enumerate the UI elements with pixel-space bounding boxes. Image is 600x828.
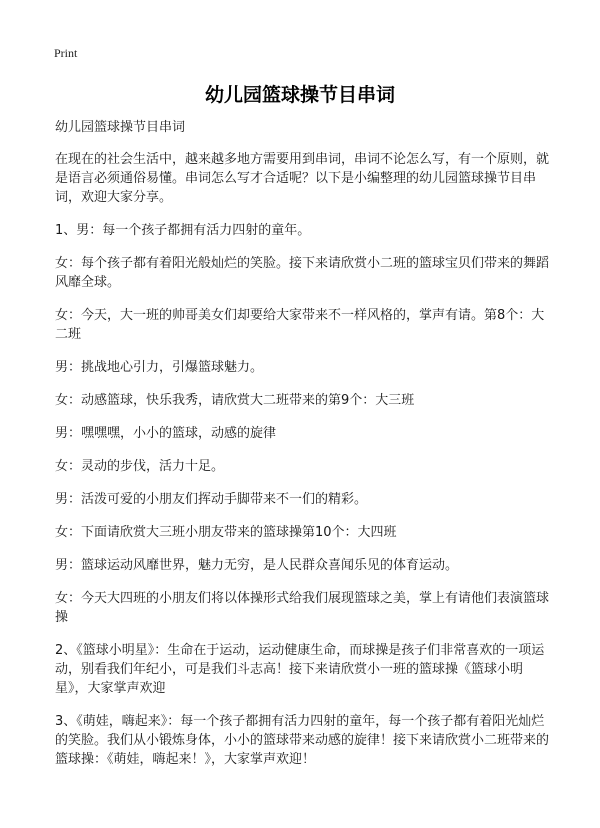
paragraph-line: 女：每个孩子都有着阳光般灿烂的笑脸。接下来请欣赏小二班的篮球宝贝们带来的舞蹈风靡全球。 [55,256,550,290]
paragraph-line: 女：动感篮球，快乐我秀，请欣赏大二班带来的第9个：大三班 [55,393,415,408]
paragraph-section: 2、《篮球小明星》：生命在于运动，运动健康生命，而球操是孩子们非常喜欢的一项运动，别看我们年纪小，可是我们斗志高！接下来请欣赏小一班的篮球操《篮球小明星》，大家掌声欢迎 [55,643,545,696]
paragraph-line: 男：活泼可爱的小朋友们挥动手脚带来不一们的精彩。 [55,492,368,507]
paragraph-line: 女：今天，大一班的帅哥美女们却要给大家带来不一样风格的，掌声有请。第8个：大二班 [55,308,545,342]
page-title: 幼儿园篮球操节目串词 [204,84,395,106]
paragraph-intro: 在现在的社会生活中，越来越多地方需要用到串词，串词不论怎么写，有一个原则，就是语言必须通俗易懂。串词怎么写才合适呢？以下是小编整理的幼儿园篮球操节目串词，欢迎大家分享。 [55,152,550,205]
paragraph-line: 女：今天大四班的小朋友们将以体操形式给我们展现篮球之美，掌上有请他们表演篮球操 [55,591,550,625]
paragraph-line: 男：挑战地心引力，引爆篮球魅力。 [55,360,264,375]
print-link[interactable]: Print [54,46,78,60]
article-subtitle: 幼儿园篮球操节目串词 [55,120,186,135]
paragraph-line: 男：嘿嘿嘿，小小的篮球，动感的旋律 [55,426,277,441]
article-body [55,118,555,783]
paragraph-line: 男：篮球运动风靡世界，魅力无穷，是人民群众喜闻乐见的体育运动。 [55,558,459,573]
paragraph-line: 女：下面请欣赏大三班小朋友带来的篮球操第10个：大四班 [55,525,397,540]
paragraph-line: 1、男：每一个孩子都拥有活力四射的童年。 [55,223,311,238]
paragraph-line: 女：灵动的步伐，活力十足。 [55,459,225,474]
paragraph-section: 3、《萌娃，嗨起来》：每一个孩子都拥有活力四射的童年，每一个孩子都有着阳光灿烂的笑脸。我们从小锻炼身体，小小的篮球带来动感的旋律！接下来请欣赏小二班带来的篮球操：《萌娃，嗨起来！》，大家掌声欢迎！ [55,714,550,767]
